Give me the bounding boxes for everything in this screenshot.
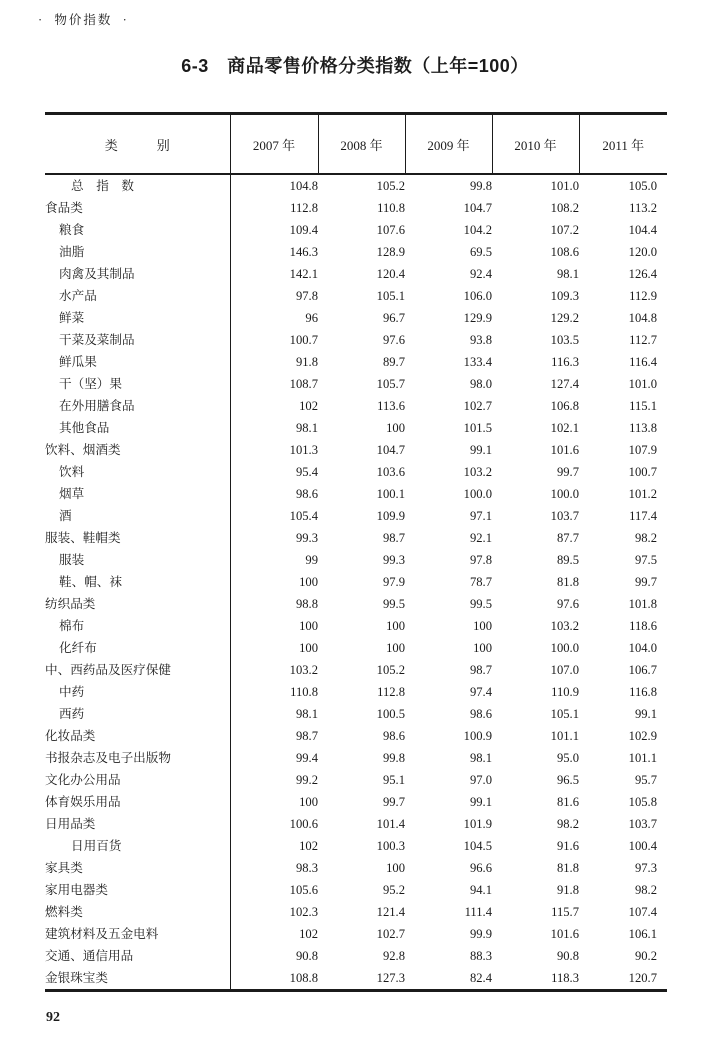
value-cell: 100	[386, 861, 405, 875]
table-row	[45, 461, 667, 483]
value-cell: 98.2	[556, 817, 579, 831]
value-cell: 105.4	[289, 509, 318, 523]
row-label-cell: 饮料	[45, 461, 230, 483]
value-cell: 103.6	[376, 465, 405, 479]
value-cell: 91.8	[556, 883, 579, 897]
value-cell: 115.7	[551, 905, 579, 919]
row-label-cell: 肉禽及其制品	[45, 263, 230, 285]
table-row	[45, 879, 667, 901]
value-cell: 101.1	[550, 729, 579, 743]
table-row	[45, 197, 667, 219]
value-cell: 100.0	[550, 641, 579, 655]
value-cell: 96.7	[382, 311, 405, 325]
row-label-cell: 化纤布	[45, 637, 230, 659]
value-cell: 98.1	[295, 707, 318, 721]
value-cell: 97.6	[556, 597, 579, 611]
year-column-header: 2008 年	[318, 114, 405, 175]
value-cell: 104.4	[628, 223, 657, 237]
table-row	[45, 417, 667, 439]
value-cell: 92.8	[382, 949, 405, 963]
year-column-header: 2007 年	[230, 114, 318, 175]
table-row	[45, 505, 667, 527]
value-cell: 100.4	[628, 839, 657, 853]
table-row	[45, 945, 667, 967]
value-cell: 113.8	[629, 421, 657, 435]
value-cell: 98.7	[295, 729, 318, 743]
table-row	[45, 549, 667, 571]
value-cell: 109.9	[376, 509, 405, 523]
value-cell: 81.8	[556, 575, 579, 589]
value-cell: 92.1	[469, 531, 492, 545]
value-cell: 100	[299, 575, 318, 589]
value-cell: 111.4	[464, 905, 492, 919]
value-cell: 100	[473, 641, 492, 655]
value-cell: 103.2	[550, 619, 579, 633]
value-cell: 106.1	[628, 927, 657, 941]
value-cell: 98.8	[295, 597, 318, 611]
value-cell: 100.7	[628, 465, 657, 479]
row-label-cell: 西药	[45, 703, 230, 725]
value-cell: 99.5	[469, 597, 492, 611]
value-cell: 110.8	[377, 201, 405, 215]
table-row	[45, 307, 667, 329]
row-label-cell: 鲜瓜果	[45, 351, 230, 373]
table-row	[45, 373, 667, 395]
value-cell: 81.8	[556, 861, 579, 875]
value-cell: 96	[305, 311, 318, 325]
table-row	[45, 241, 667, 263]
row-label-cell: 体育娱乐用品	[45, 791, 230, 813]
value-cell: 115.1	[629, 399, 657, 413]
value-cell: 100.7	[289, 333, 318, 347]
row-label-cell: 服装、鞋帽类	[45, 527, 230, 549]
table-row	[45, 329, 667, 351]
value-cell: 104.2	[463, 223, 492, 237]
value-cell: 98.6	[295, 487, 318, 501]
table-row	[45, 571, 667, 593]
table-row	[45, 637, 667, 659]
table-row	[45, 703, 667, 725]
table-body	[45, 174, 667, 991]
value-cell: 97.9	[382, 575, 405, 589]
value-cell: 101.9	[463, 817, 492, 831]
value-cell: 108.6	[550, 245, 579, 259]
value-cell: 120.0	[628, 245, 657, 259]
table-row	[45, 285, 667, 307]
value-cell: 99	[305, 553, 318, 567]
table-row	[45, 681, 667, 703]
table-row	[45, 615, 667, 637]
value-cell: 99.3	[295, 531, 318, 545]
value-cell: 99.7	[382, 795, 405, 809]
value-cell: 98.0	[469, 377, 492, 391]
table-row	[45, 527, 667, 549]
value-cell: 105.6	[289, 883, 318, 897]
value-cell: 98.7	[469, 663, 492, 677]
row-label-cell: 其他食品	[45, 417, 230, 439]
value-cell: 101.3	[289, 443, 318, 457]
row-label-cell: 服装	[45, 549, 230, 571]
value-cell: 99.8	[382, 751, 405, 765]
value-cell: 121.4	[376, 905, 405, 919]
value-cell: 98.1	[295, 421, 318, 435]
value-cell: 102.1	[550, 421, 579, 435]
value-cell: 94.1	[469, 883, 492, 897]
value-cell: 98.7	[382, 531, 405, 545]
table-row	[45, 769, 667, 791]
row-label-cell: 文化办公用品	[45, 769, 230, 791]
value-cell: 103.2	[289, 663, 318, 677]
row-label-cell: 书报杂志及电子出版物	[45, 747, 230, 769]
value-cell: 128.9	[376, 245, 405, 259]
value-cell: 97.8	[295, 289, 318, 303]
row-label-cell: 总 指 数	[45, 174, 230, 197]
value-cell: 95.2	[382, 883, 405, 897]
value-cell: 105.8	[628, 795, 657, 809]
table-row	[45, 483, 667, 505]
year-column-header: 2009 年	[405, 114, 492, 175]
running-head: · 物价指数 ·	[38, 13, 129, 27]
value-cell: 120.4	[376, 267, 405, 281]
row-label-cell: 烟草	[45, 483, 230, 505]
value-cell: 98.1	[556, 267, 579, 281]
value-cell: 98.3	[295, 861, 318, 875]
value-cell: 107.4	[628, 905, 657, 919]
value-cell: 100.0	[550, 487, 579, 501]
value-cell: 89.5	[556, 553, 579, 567]
table-row	[45, 395, 667, 417]
value-cell: 100	[299, 619, 318, 633]
value-cell: 112.9	[629, 289, 657, 303]
row-label-cell: 粮食	[45, 219, 230, 241]
value-cell: 107.6	[376, 223, 405, 237]
value-cell: 98.1	[469, 751, 492, 765]
value-cell: 102.7	[463, 399, 492, 413]
value-cell: 95.0	[556, 751, 579, 765]
value-cell: 100	[386, 421, 405, 435]
value-cell: 104.5	[463, 839, 492, 853]
table-row	[45, 593, 667, 615]
value-cell: 100	[299, 641, 318, 655]
row-label-cell: 棉布	[45, 615, 230, 637]
value-cell: 146.3	[289, 245, 318, 259]
value-cell: 103.7	[628, 817, 657, 831]
row-label-cell: 中、西药品及医疗保健	[45, 659, 230, 681]
value-cell: 129.2	[550, 311, 579, 325]
value-cell: 104.8	[289, 179, 318, 193]
value-cell: 88.3	[469, 949, 492, 963]
value-cell: 97.3	[634, 861, 657, 875]
value-cell: 108.7	[289, 377, 318, 391]
value-cell: 127.3	[376, 971, 405, 985]
page-number: 92	[46, 1010, 60, 1025]
price-index-table	[45, 112, 667, 992]
value-cell: 112.8	[290, 201, 318, 215]
value-cell: 108.8	[289, 971, 318, 985]
value-cell: 104.7	[376, 443, 405, 457]
page-title: 6-3 商品零售价格分类指数（上年=100）	[181, 56, 529, 76]
value-cell: 91.6	[556, 839, 579, 853]
value-cell: 90.2	[634, 949, 657, 963]
value-cell: 101.8	[628, 597, 657, 611]
value-cell: 101.6	[550, 927, 579, 941]
value-cell: 102	[299, 399, 318, 413]
value-cell: 100.9	[463, 729, 492, 743]
value-cell: 97.6	[382, 333, 405, 347]
value-cell: 118.6	[629, 619, 657, 633]
value-cell: 102.7	[376, 927, 405, 941]
row-label-cell: 家用电器类	[45, 879, 230, 901]
value-cell: 105.0	[628, 179, 657, 193]
value-cell: 101.6	[550, 443, 579, 457]
value-cell: 100	[473, 619, 492, 633]
value-cell: 120.7	[628, 971, 657, 985]
row-label-cell: 干菜及菜制品	[45, 329, 230, 351]
value-cell: 118.3	[551, 971, 579, 985]
value-cell: 107.2	[550, 223, 579, 237]
value-cell: 100	[386, 619, 405, 633]
table-row	[45, 439, 667, 461]
value-cell: 100.1	[376, 487, 405, 501]
value-cell: 97.1	[469, 509, 492, 523]
row-label-cell: 化妆品类	[45, 725, 230, 747]
value-cell: 93.8	[469, 333, 492, 347]
value-cell: 113.6	[377, 399, 405, 413]
value-cell: 90.8	[556, 949, 579, 963]
row-label-cell: 干（坚）果	[45, 373, 230, 395]
value-cell: 82.4	[469, 971, 492, 985]
value-cell: 100.5	[376, 707, 405, 721]
value-cell: 110.8	[290, 685, 318, 699]
value-cell: 133.4	[463, 355, 492, 369]
value-cell: 103.5	[550, 333, 579, 347]
value-cell: 102.9	[628, 729, 657, 743]
value-cell: 103.2	[463, 465, 492, 479]
table-row	[45, 857, 667, 879]
table-row	[45, 219, 667, 241]
value-cell: 142.1	[289, 267, 318, 281]
table-row	[45, 835, 667, 857]
value-cell: 117.4	[629, 509, 657, 523]
value-cell: 98.6	[382, 729, 405, 743]
table-row	[45, 901, 667, 923]
value-cell: 97.0	[469, 773, 492, 787]
value-cell: 106.7	[628, 663, 657, 677]
value-cell: 105.2	[376, 663, 405, 677]
value-cell: 107.9	[628, 443, 657, 457]
value-cell: 99.2	[295, 773, 318, 787]
value-cell: 112.7	[629, 333, 657, 347]
value-cell: 97.5	[634, 553, 657, 567]
row-label-cell: 建筑材料及五金电料	[45, 923, 230, 945]
row-label-cell: 水产品	[45, 285, 230, 307]
row-label-cell: 饮料、烟酒类	[45, 439, 230, 461]
value-cell: 81.6	[556, 795, 579, 809]
value-cell: 95.1	[382, 773, 405, 787]
value-cell: 99.1	[469, 795, 492, 809]
value-cell: 113.2	[629, 201, 657, 215]
value-cell: 90.8	[295, 949, 318, 963]
table-row	[45, 174, 667, 197]
year-column-header: 2010 年	[492, 114, 579, 175]
table-header	[45, 114, 667, 175]
value-cell: 107.0	[550, 663, 579, 677]
value-cell: 104.0	[628, 641, 657, 655]
table-row	[45, 659, 667, 681]
value-cell: 95.7	[634, 773, 657, 787]
value-cell: 69.5	[469, 245, 492, 259]
value-cell: 106.8	[550, 399, 579, 413]
row-label-cell: 鲜菜	[45, 307, 230, 329]
value-cell: 95.4	[295, 465, 318, 479]
value-cell: 102.3	[289, 905, 318, 919]
value-cell: 99.9	[469, 927, 492, 941]
row-label-cell: 家具类	[45, 857, 230, 879]
value-cell: 99.1	[469, 443, 492, 457]
value-cell: 78.7	[469, 575, 492, 589]
row-label-cell: 金银珠宝类	[45, 967, 230, 991]
header-row	[45, 114, 667, 175]
value-cell: 110.9	[551, 685, 579, 699]
row-label-cell: 燃料类	[45, 901, 230, 923]
value-cell: 98.2	[634, 531, 657, 545]
value-cell: 104.8	[628, 311, 657, 325]
table-row	[45, 813, 667, 835]
row-label-cell: 日用百货	[45, 835, 230, 857]
value-cell: 97.8	[469, 553, 492, 567]
value-cell: 99.3	[382, 553, 405, 567]
category-column-header: 类 别	[45, 114, 230, 175]
value-cell: 99.5	[382, 597, 405, 611]
value-cell: 101.1	[628, 751, 657, 765]
value-cell: 116.3	[551, 355, 579, 369]
table-row	[45, 725, 667, 747]
value-cell: 89.7	[382, 355, 405, 369]
value-cell: 112.8	[377, 685, 405, 699]
value-cell: 105.2	[376, 179, 405, 193]
value-cell: 127.4	[550, 377, 579, 391]
value-cell: 101.0	[628, 377, 657, 391]
row-label-cell: 交通、通信用品	[45, 945, 230, 967]
value-cell: 108.2	[550, 201, 579, 215]
value-cell: 99.1	[634, 707, 657, 721]
value-cell: 101.4	[376, 817, 405, 831]
value-cell: 126.4	[628, 267, 657, 281]
value-cell: 109.4	[289, 223, 318, 237]
year-column-header: 2011 年	[579, 114, 667, 175]
value-cell: 100.3	[376, 839, 405, 853]
table-row	[45, 791, 667, 813]
value-cell: 101.5	[463, 421, 492, 435]
value-cell: 87.7	[556, 531, 579, 545]
value-cell: 101.0	[550, 179, 579, 193]
value-cell: 99.8	[469, 179, 492, 193]
value-cell: 129.9	[463, 311, 492, 325]
value-cell: 105.1	[376, 289, 405, 303]
value-cell: 103.7	[550, 509, 579, 523]
value-cell: 102	[299, 839, 318, 853]
table-row	[45, 967, 667, 991]
value-cell: 109.3	[550, 289, 579, 303]
table-row	[45, 923, 667, 945]
value-cell: 100.0	[463, 487, 492, 501]
table-row	[45, 747, 667, 769]
value-cell: 91.8	[295, 355, 318, 369]
row-label-cell: 酒	[45, 505, 230, 527]
value-cell: 99.7	[634, 575, 657, 589]
value-cell: 100.6	[289, 817, 318, 831]
value-cell: 96.6	[469, 861, 492, 875]
row-label-cell: 中药	[45, 681, 230, 703]
row-label-cell: 油脂	[45, 241, 230, 263]
row-label-cell: 鞋、帽、袜	[45, 571, 230, 593]
value-cell: 116.4	[629, 355, 657, 369]
value-cell: 106.0	[463, 289, 492, 303]
value-cell: 100	[299, 795, 318, 809]
value-cell: 98.6	[469, 707, 492, 721]
value-cell: 104.7	[463, 201, 492, 215]
value-cell: 99.4	[295, 751, 318, 765]
value-cell: 105.7	[376, 377, 405, 391]
value-cell: 100	[386, 641, 405, 655]
row-label-cell: 食品类	[45, 197, 230, 219]
value-cell: 99.7	[556, 465, 579, 479]
value-cell: 97.4	[469, 685, 492, 699]
row-label-cell: 在外用膳食品	[45, 395, 230, 417]
value-cell: 102	[299, 927, 318, 941]
value-cell: 101.2	[628, 487, 657, 501]
value-cell: 92.4	[469, 267, 492, 281]
row-label-cell: 纺织品类	[45, 593, 230, 615]
value-cell: 98.2	[634, 883, 657, 897]
table-row	[45, 351, 667, 373]
value-cell: 105.1	[550, 707, 579, 721]
table-row	[45, 263, 667, 285]
value-cell: 96.5	[556, 773, 579, 787]
value-cell: 116.8	[629, 685, 657, 699]
row-label-cell: 日用品类	[45, 813, 230, 835]
